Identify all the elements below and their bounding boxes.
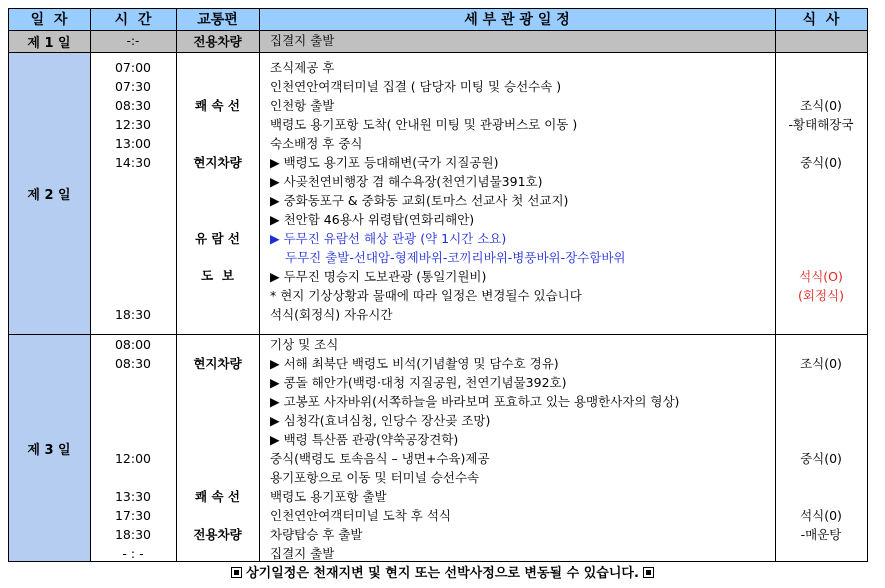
square-bullet-icon: [643, 567, 654, 578]
meal-item: 중식(0): [800, 155, 842, 170]
time-item: 18:30: [114, 527, 152, 542]
header-date: 일 자: [30, 12, 68, 28]
detail-line: ▶ 콩돌 해안가(백령·대청 지질공원, 천연기념물392호): [270, 375, 567, 390]
time-item: 07:30: [114, 79, 152, 94]
day3-transport-column: [176, 334, 259, 562]
transport-item: 전용차량: [193, 527, 242, 542]
detail-line: 인천항 출발: [270, 98, 335, 113]
detail-line: ▶ 중화동포구 & 중화동 교회(토마스 선교사 첫 선교지): [270, 193, 569, 208]
detail-line: ▶ 사곶천연비행장 겸 해수욕장(천연기념물391호): [270, 174, 543, 189]
header-detail: 세 부 관 광 일 정: [464, 12, 570, 28]
transport-item: 현지차량: [193, 155, 242, 170]
transport-item: 쾌 속 선: [195, 98, 240, 113]
time-item: 08:30: [114, 98, 152, 113]
meal-item: (회정식): [798, 288, 844, 303]
detail-line: 집결지 출발: [270, 546, 335, 561]
detail-line: ▶ 서해 최북단 백령도 비석(기념촬영 및 담수호 경유): [270, 356, 559, 371]
detail-line: 인천연안여객터미널 집결 ( 담당자 미팅 및 승선수속 ): [270, 79, 562, 94]
schedule-notice: [0, 565, 885, 583]
transport-item: 도 보: [201, 268, 234, 283]
detail-line: 석식(회정식) 자유시간: [270, 307, 393, 322]
detail-line: * 현지 기상상황과 물때에 따라 일정은 변경될수 있습니다: [270, 288, 582, 303]
meal-item: 중식(0): [800, 451, 842, 466]
header-meal: 식 사: [802, 12, 840, 28]
time-item: 13:30: [114, 489, 152, 504]
time-item: 12:30: [114, 117, 152, 132]
time-item: 08:00: [114, 337, 152, 352]
notice-text: 상기일정은 천재지변 및 현지 또는 선박사정으로 변동될 수 있습니다.: [246, 566, 639, 581]
day3-meal-column: [775, 334, 867, 562]
meal-item: -황태해장국: [788, 117, 854, 132]
detail-line: 인천연안여객터미널 도착 후 석식: [270, 508, 451, 523]
transport-item: 현지차량: [193, 356, 242, 371]
time-item: 08:30: [114, 356, 152, 371]
day2-detail-column: [259, 52, 775, 334]
day3-time-column: [90, 334, 176, 562]
detail-line-highlight: ▶ 두무진 유람선 해상 관광 (약 1시간 소요): [270, 231, 507, 246]
detail-line: ▶ 고봉포 사자바위(서쪽하늘을 바라보며 포효하고 있는 용맹한사자의 형상): [270, 394, 680, 409]
meal-item: 석식(O): [799, 269, 843, 284]
day3-label: 제 3 일: [27, 442, 71, 458]
time-item: 12:00: [114, 451, 152, 466]
time-item: 18:30: [114, 307, 152, 322]
day1-transport: 전용차량: [193, 34, 242, 49]
time-item: 13:00: [114, 136, 152, 151]
transport-item: 쾌 속 선: [195, 489, 240, 504]
meal-item: 조식(0): [800, 356, 842, 371]
time-item: 14:30: [114, 155, 152, 170]
detail-line: ▶ 백령도 용기포 등대해변(국가 지질공원): [270, 155, 499, 170]
day1-time: -:-: [126, 34, 140, 48]
header-transport: 교통편: [197, 12, 238, 28]
time-item: - : -: [122, 546, 144, 561]
meal-item: -매운탕: [800, 527, 842, 542]
detail-line: 차량탑승 후 출발: [270, 527, 363, 542]
day2-label: 제 2 일: [27, 187, 71, 203]
detail-line: 조식제공 후: [270, 60, 335, 75]
day3-detail-column: [259, 334, 775, 562]
detail-line-highlight: 두무진 출발-선대암-형제바위-코끼리바위-병풍바위-장수함바위: [285, 250, 626, 265]
detail-line: 백령도 용기포항 출발: [270, 489, 387, 504]
day2-transport-column: [176, 52, 259, 334]
day2-meal-column: [775, 52, 867, 334]
detail-line: 중식(백령도 토속음식 – 냉면+수육)제공: [270, 451, 490, 466]
time-item: 07:00: [114, 60, 152, 75]
header-time: 시 간: [114, 12, 152, 28]
detail-line: 백령도 용기포항 도착( 안내원 미팅 및 관광버스로 이동 ): [270, 117, 578, 132]
detail-line: ▶ 심청각(효녀심청, 인당수 장산곶 조망): [270, 413, 491, 428]
meal-item: 조식(0): [800, 98, 842, 113]
day1-label: 제 1 일: [27, 35, 71, 51]
detail-line: 숙소배정 후 중식: [270, 136, 363, 151]
day1-detail: 집결지 출발: [270, 33, 335, 48]
detail-line: 기상 및 조식: [270, 337, 339, 352]
meal-item: 석식(0): [800, 508, 842, 523]
detail-line: ▶ 백령 특산품 관광(약쑥공장견학): [270, 432, 459, 447]
transport-item: 유 람 선: [195, 231, 240, 246]
detail-line: ▶ 천안함 46용사 위령탑(연화리해안): [270, 212, 475, 227]
itinerary-table: [8, 8, 868, 562]
time-item: 17:30: [114, 508, 152, 523]
detail-line: ▶ 두무진 명승지 도보관광 (통일기원비): [270, 269, 487, 284]
detail-line: 용기포항으로 이동 및 터미널 승선수속: [270, 470, 480, 485]
day2-time-column: [90, 52, 176, 334]
square-bullet-icon: [231, 567, 242, 578]
